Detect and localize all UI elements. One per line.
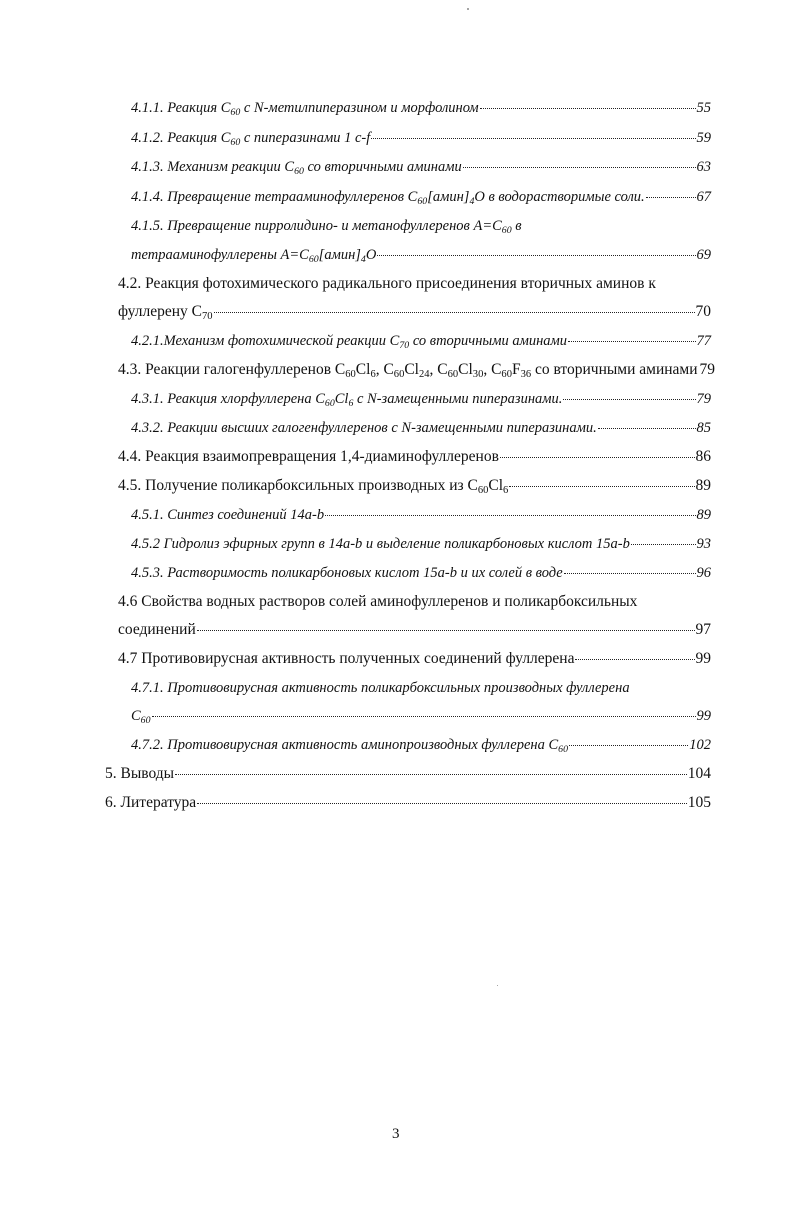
- toc-entry-page: 105: [687, 794, 711, 811]
- toc-entry-page: 55: [696, 100, 711, 116]
- toc-entry-page: 96: [696, 565, 711, 581]
- toc-entry-page: 99: [695, 650, 711, 667]
- leader-dots: [175, 774, 687, 775]
- toc-entry-title: 4.7 Противовирусная активность полученных соединений фуллерена: [118, 650, 575, 667]
- toc-entry-page: 63: [696, 159, 711, 175]
- toc-entry-title: 5. Выводы: [105, 765, 175, 782]
- toc-entry[interactable]: [131, 534, 711, 554]
- leader-dots: [509, 486, 694, 487]
- toc-entry[interactable]: [131, 98, 711, 118]
- leader-dots: [325, 515, 695, 516]
- toc-entry[interactable]: [105, 764, 711, 784]
- toc-entry-page: 77: [696, 333, 711, 349]
- toc-entry-title: соединений: [118, 621, 196, 638]
- leader-dots: [463, 167, 696, 168]
- toc-entry-page: 102: [689, 737, 711, 753]
- toc-entry-title: 4.1.3. Механизм реакции $C_{60}$ со вторичными аминами: [131, 159, 462, 177]
- leader-dots: [377, 255, 695, 256]
- toc-entry-page: 89: [695, 477, 711, 494]
- toc-entry-line[interactable]: 4.6 Свойства водных растворов солей аминофуллеренов и поликарбоксильных: [118, 593, 638, 610]
- leader-dots: [214, 312, 695, 313]
- leader-dots: [500, 457, 695, 458]
- leader-dots: [152, 716, 696, 717]
- page-number: 3: [392, 1126, 400, 1142]
- toc-entry-title: 4.1.2. Реакция $C_{60}$ с пиперазинами 1 c-f: [131, 130, 371, 148]
- scan-speck: [467, 8, 469, 10]
- toc-entry-line[interactable]: 4.1.5. Превращение пирролидино- и метанофуллеренов $A=C_{60}$ в: [131, 218, 522, 236]
- scan-speck: [497, 985, 498, 986]
- toc-entry[interactable]: [131, 505, 711, 525]
- toc-entry[interactable]: [118, 620, 711, 640]
- leader-dots: [631, 544, 696, 545]
- toc-entry[interactable]: [131, 735, 711, 755]
- toc-entry-page: 86: [695, 448, 711, 465]
- toc-entry-page: 79: [699, 361, 716, 378]
- leader-dots: [480, 108, 696, 109]
- toc-entry-title: 4.2.1.Механизм фотохимической реакции $C_{70}$ со вторичными аминами: [131, 333, 568, 351]
- toc-entry-page: 85: [696, 420, 711, 436]
- leader-dots: [564, 573, 696, 574]
- leader-dots: [197, 803, 687, 804]
- toc-entry[interactable]: [131, 418, 711, 438]
- leader-dots: [575, 659, 694, 660]
- toc-entry-line[interactable]: 4.2. Реакция фотохимического радикального присоединения вторичных аминов к: [118, 275, 656, 292]
- toc-entry-title: 4.4. Реакция взаимопревращения 1,4-диаминофуллеренов: [118, 448, 499, 465]
- leader-dots: [598, 428, 696, 429]
- toc-entry[interactable]: [131, 706, 711, 726]
- toc-entry-page: 99: [696, 708, 711, 724]
- toc-entry[interactable]: [118, 360, 716, 380]
- leader-dots: [197, 630, 695, 631]
- toc-entry[interactable]: [131, 563, 711, 583]
- toc-entry-page: 89: [696, 507, 711, 523]
- toc-entry[interactable]: [118, 447, 711, 467]
- toc-entry-page: 104: [687, 765, 711, 782]
- toc-entry-title: 4.5.3. Растворимость поликарбоновых кислот 15a-b и их солей в воде: [131, 565, 563, 581]
- toc-entry-page: 97: [695, 621, 711, 638]
- toc-entry-title: тетрааминофуллерены $A=C_{60}[амин]_4O$: [131, 247, 377, 265]
- toc-entry-page: 59: [696, 130, 711, 146]
- leader-dots: [568, 341, 695, 342]
- toc-entry[interactable]: [131, 157, 711, 177]
- toc-entry[interactable]: [105, 793, 711, 813]
- toc-entry-page: 67: [696, 189, 711, 205]
- toc-entry-page: 93: [696, 536, 711, 552]
- toc-entry[interactable]: [118, 302, 711, 322]
- toc-entry-title: 4.5.2 Гидролиз эфирных групп в 14a-b и выделение поликарбоновых кислот 15a-b: [131, 536, 630, 552]
- toc-entry[interactable]: [131, 187, 711, 207]
- toc-entry[interactable]: [131, 331, 711, 351]
- toc-entry[interactable]: [131, 245, 711, 265]
- toc-entry-title: 4.3. Реакции галогенфуллеренов $C_{60}Cl_6$, $C_{60}Cl_{24}$, $C_{60}Cl_{30}$, $C_{60}F_{36}$ со вторичными аминами: [118, 361, 698, 380]
- toc-entry-title: 4.1.4. Превращение тетрааминофуллеренов $C_{60}[амин]_4O$ в водорастворимые соли.: [131, 189, 645, 207]
- toc-entry-title: 4.7.2. Противовирусная активность аминопроизводных фуллерена $C_{60}$: [131, 737, 569, 755]
- toc-entry-page: 69: [696, 247, 711, 263]
- toc-entry-line[interactable]: 4.7.1. Противовирусная активность поликарбоксильных производных фуллерена: [131, 680, 630, 696]
- toc-entry[interactable]: [118, 649, 711, 669]
- toc-entry-title: $C_{60}$: [131, 708, 151, 726]
- leader-dots: [569, 745, 688, 746]
- toc-entry-title: фуллерену $C_{70}$: [118, 303, 213, 322]
- toc-entry[interactable]: [131, 128, 711, 148]
- toc-entry[interactable]: [131, 389, 711, 409]
- toc-entry-title: 6. Литература: [105, 794, 197, 811]
- leader-dots: [563, 399, 695, 400]
- toc-entry-page: 70: [695, 303, 711, 320]
- leader-dots: [371, 138, 695, 139]
- toc-entry-page: 79: [696, 391, 711, 407]
- toc-entry-title: 4.3.1. Реакция хлорфуллерена $C_{60}Cl_6$ с N-замещенными пиперазинами.: [131, 391, 563, 409]
- toc-entry-title: 4.5.1. Синтез соединений 14a-b: [131, 507, 325, 523]
- toc-entry-title: 4.1.1. Реакция $C_{60}$ с N-метилпиперазином и морфолином: [131, 100, 479, 118]
- leader-dots: [646, 197, 696, 198]
- toc-entry-title: 4.3.2. Реакции высших галогенфуллеренов с N-замещенными пиперазинами.: [131, 420, 597, 436]
- toc-entry[interactable]: [118, 476, 711, 496]
- toc-entry-title: 4.5. Получение поликарбоксильных производных из $C_{60}Cl_6$: [118, 477, 509, 496]
